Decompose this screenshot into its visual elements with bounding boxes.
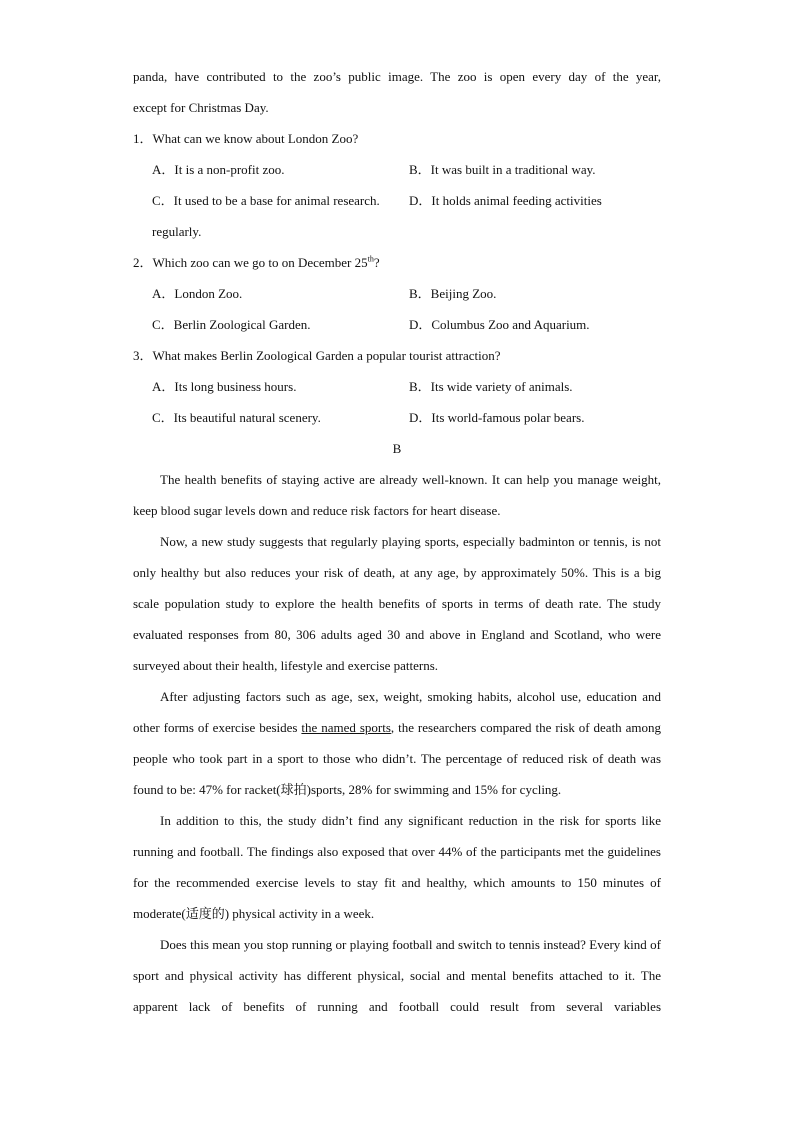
question-3-stem: 3．What makes Berlin Zoological Garden a popular tourist attraction? [133, 348, 501, 363]
section-b-paragraph-3 [133, 681, 661, 805]
question-1-option-b: B．It was built in a traditional way. [409, 162, 596, 177]
question-2-stem-end: ? [373, 255, 380, 270]
question-2-stem-text: 2．Which zoo can we go to on December 25 [133, 255, 368, 270]
section-b-paragraph-2: Now, a new study suggests that regularly playing sports, especially badminton or tennis, is not only healthy but also reduces your risk of death, at any age, by approximately 50%. This is a big scale population study to explore the health benefits of sports in terms of death rate. The study evaluated responses from 80, 306 adults aged 30 and above in England and Scotland, who were surveyed about their health, lifestyle and exercise patterns. [133, 534, 661, 673]
question-3-options-row1 [133, 371, 661, 402]
section-b-heading: B [392, 441, 402, 456]
question-2-options-row2 [133, 309, 661, 340]
question-1-options-row1 [133, 154, 661, 185]
question-1-option-d-continued: regularly. [152, 224, 202, 239]
section-b-paragraph-4: In addition to this, the study didn’t find any significant reduction in the risk for sports like running and football. The findings also exposed that over 44% of the participants met the guidelines for the recommended exercise levels to stay fit and healthy, which amounts to 150 minutes of moderate(适度的) physical activity in a week. [133, 813, 661, 921]
passage-a-tail-line1: panda, have contributed to the zoo’s public image. The zoo is open every day of the year, [133, 69, 661, 84]
question-2-options-row1 [133, 278, 661, 309]
question-1-options-row2 [133, 185, 661, 216]
question-1-option-c: C．It used to be a base for animal research. [152, 193, 380, 208]
question-3-option-d: D．Its world-famous polar bears. [409, 410, 585, 425]
section-b-paragraph-3-start: After adjusting factors such as age, sex, weight, smoking habits, alcohol use, education and other forms of exercise besides [133, 689, 661, 735]
question-2-option-b: B．Beijing Zoo. [409, 286, 497, 301]
document-page [133, 61, 661, 1022]
question-2-stem [133, 247, 661, 278]
question-3-option-a: A．Its long business hours. [152, 379, 297, 394]
question-1-option-a: A．It is a non-profit zoo. [152, 162, 285, 177]
question-2-stem-superscript: th [367, 254, 374, 264]
question-1-stem: 1．What can we know about London Zoo? [133, 131, 359, 146]
question-1-option-d: D．It holds animal feeding activities [409, 193, 602, 208]
section-b-paragraph-3-end: , the researchers compared the risk of death among people who took part in a sport to those who didn’t. The percentage of reduced risk of death was found to be: 47% for racket(球拍)sports, 28% for swimming and 15% for cycling. [133, 720, 661, 797]
question-3-options-row2 [133, 402, 661, 433]
question-3-option-c: C．Its beautiful natural scenery. [152, 410, 321, 425]
underlined-phrase: the named sports [301, 720, 391, 735]
section-b-paragraph-5: Does this mean you stop running or playing football and switch to tennis instead? Every kind of sport and physical activity has different physical, social and mental benefits attached to it. The apparent lack of benefits of running and football could result from several variables [133, 937, 661, 1014]
section-b-paragraph-1: The health benefits of staying active are already well-known. It can help you manage weight, keep blood sugar levels down and reduce risk factors for heart disease. [133, 472, 661, 518]
question-2-option-a: A．London Zoo. [152, 286, 243, 301]
passage-a-tail-line2: except for Christmas Day. [133, 100, 269, 115]
question-2-option-c: C．Berlin Zoological Garden. [152, 317, 311, 332]
question-3-option-b: B．Its wide variety of animals. [409, 379, 573, 394]
question-2-option-d: D．Columbus Zoo and Aquarium. [409, 317, 590, 332]
